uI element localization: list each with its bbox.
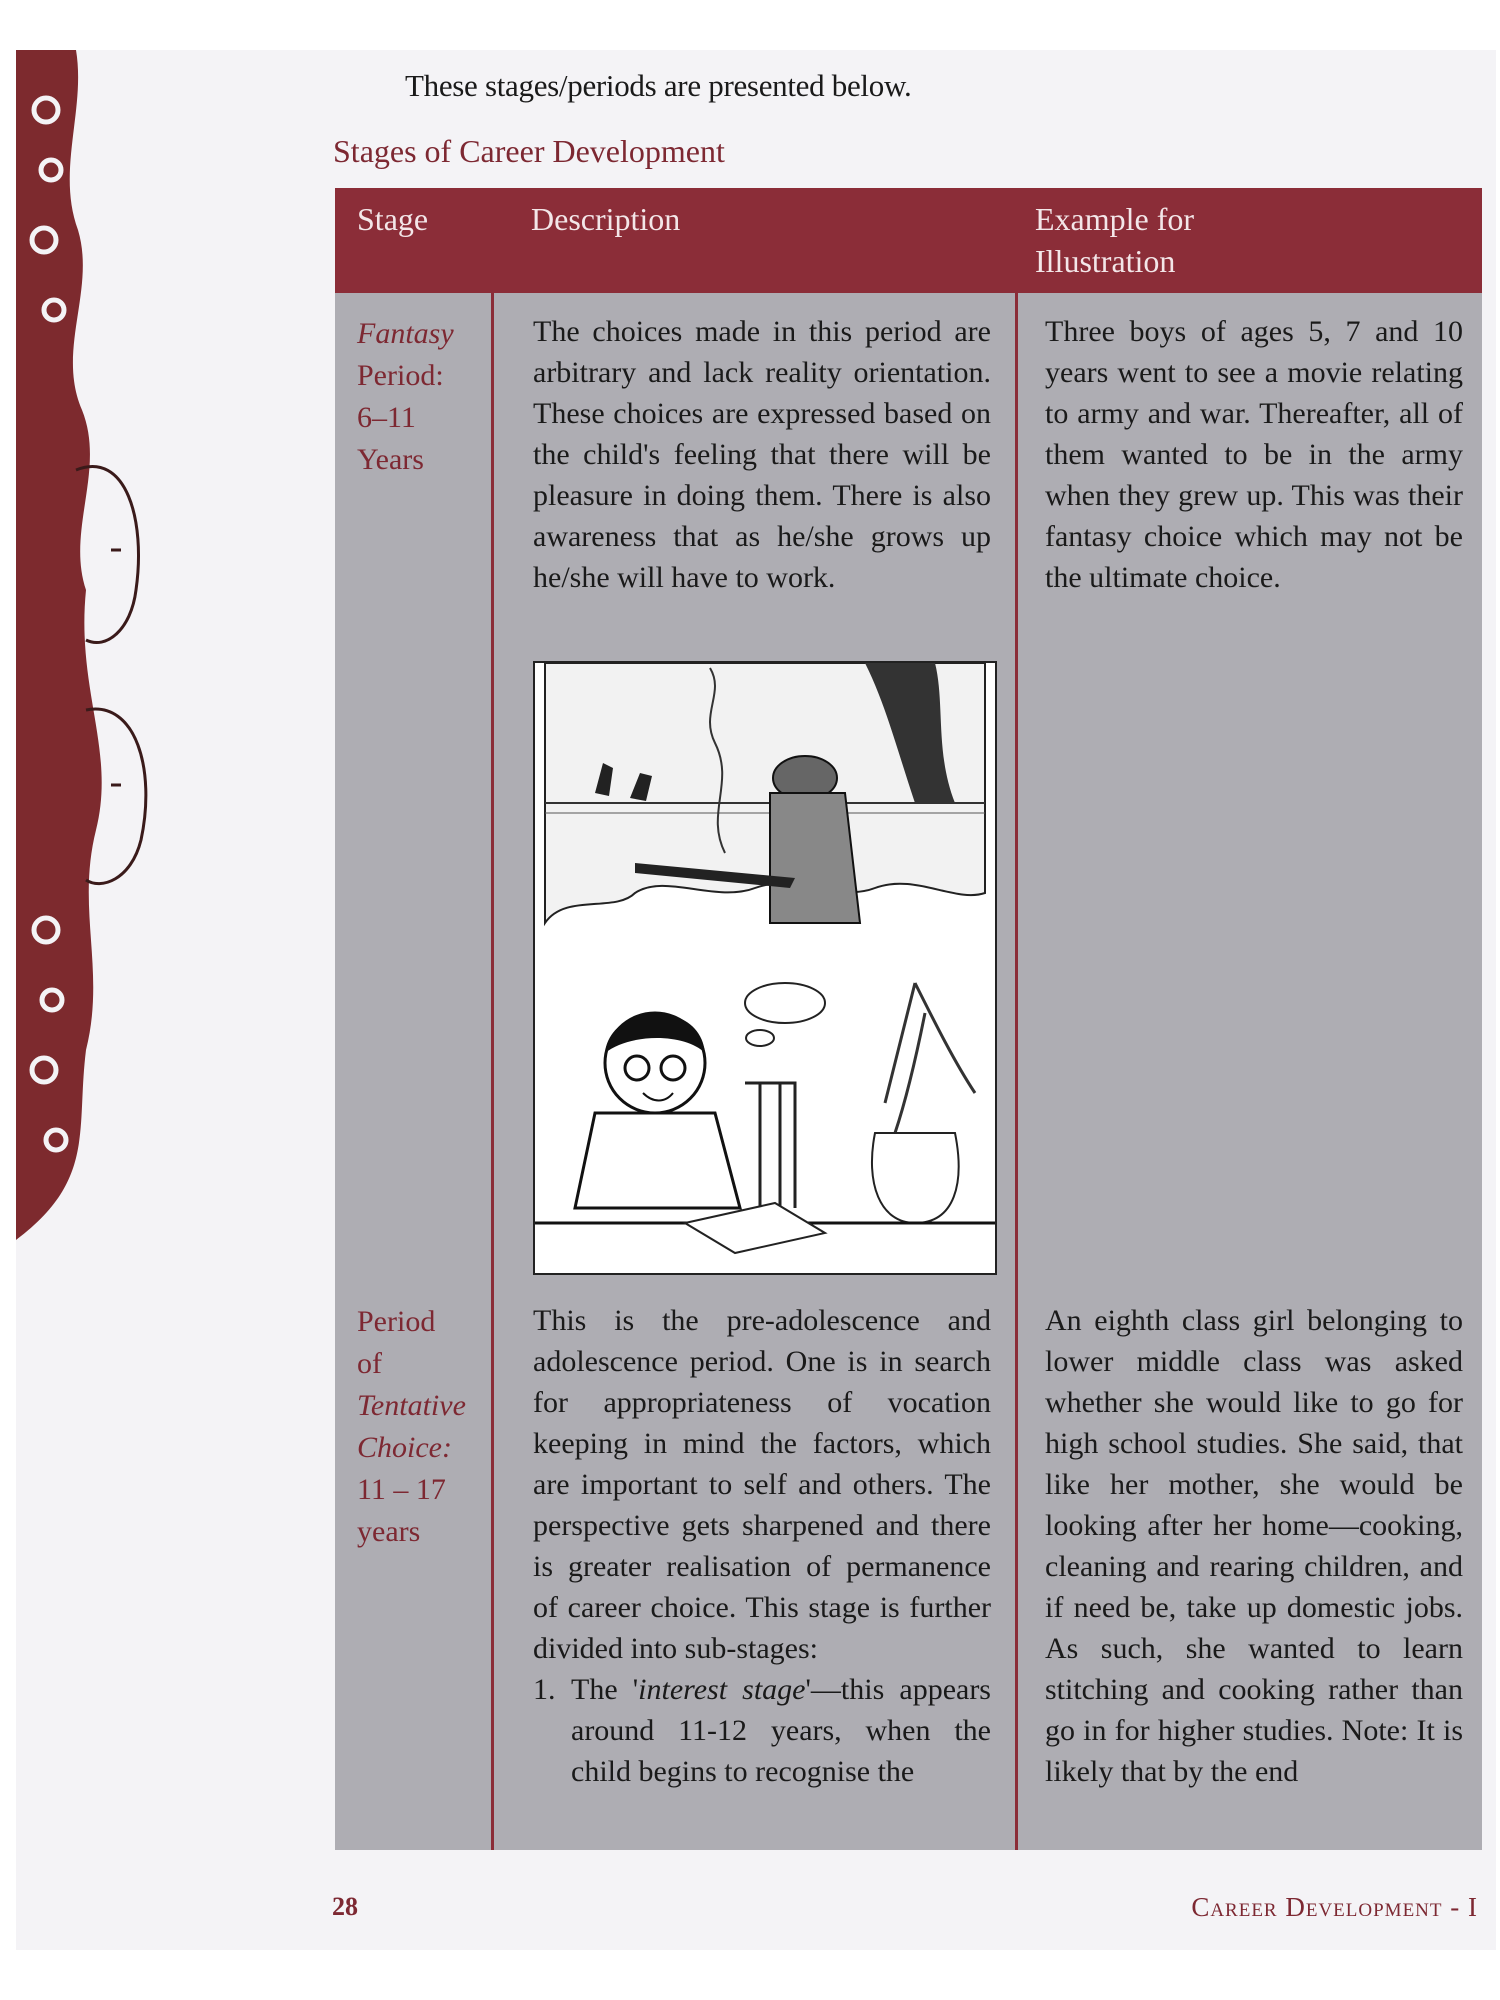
example-tentative	[1045, 1300, 1463, 1792]
intro-text: These stages/periods are presented below.	[405, 68, 912, 103]
example-text: An eighth class girl belonging to lower middle class was asked whether she would like to go for high school studies. She said, that like her mother, she would be looking after her home—cooking, cleaning and rearing children, and if need be, take up domestic jobs. As such, she wanted to learn stitching and cooking rather than go in for higher studies. Note: It is likely that by the end	[1045, 1304, 1463, 1788]
table-title: Stages of Career Development	[333, 133, 725, 169]
stage-fantasy	[357, 313, 454, 481]
column-divider	[491, 293, 494, 1850]
career-stages-table	[335, 188, 1482, 1850]
list-item-prefix: The '	[571, 1673, 639, 1706]
list-item	[533, 1669, 991, 1792]
list-item-text: '—this appears around 11-12 years, when the child begins to recognise the	[571, 1673, 991, 1788]
example-text: Three boys of ages 5, 7 and 10 years went to see a movie relating to army and war. Thereafter, all of them wanted to be in the army when they grew up. This was their fantasy choice which may not be the ultimate choice.	[1045, 315, 1463, 594]
stage-label: Choice:	[357, 1431, 452, 1464]
stage-label: 6–11	[357, 401, 416, 434]
stage-label: 11 – 17	[357, 1473, 446, 1506]
table-header	[335, 188, 1482, 293]
stage-tentative-choice	[357, 1301, 466, 1553]
column-divider	[1015, 293, 1018, 1850]
stage-label: of	[357, 1347, 382, 1380]
decorative-border-illustration	[16, 50, 156, 1240]
chapter-title: Career Development - I	[1191, 1892, 1478, 1922]
header-stage: Stage	[357, 201, 429, 237]
header-example-line2: Illustration	[1035, 243, 1176, 279]
header-example	[1035, 198, 1194, 282]
stage-label: Fantasy	[357, 317, 454, 350]
description-text: The choices made in this period are arbitrary and lack reality orientation. These choices are expressed based on the child's feeling that there will be pleasure in doing them. There is also awareness that as he/she grows up he/she will have to work.	[533, 315, 991, 594]
description-fantasy	[533, 311, 991, 598]
stage-label: Period	[357, 1305, 436, 1338]
header-description: Description	[531, 201, 681, 237]
stage-label: Tentative	[357, 1389, 466, 1422]
page-number: 28	[332, 1892, 358, 1921]
daydreaming-boy-soldier-illustration	[533, 661, 997, 1275]
header-example-line1: Example for	[1035, 201, 1195, 237]
list-item-emphasis: interest stage	[638, 1673, 806, 1706]
description-tentative	[533, 1300, 991, 1792]
example-fantasy	[1045, 311, 1463, 598]
list-item-number: 1.	[533, 1673, 556, 1706]
stage-label: Period:	[357, 359, 444, 392]
description-text: This is the pre-adolescence and adolescence period. One is in search for appropriateness of vocation keeping in mind the factors, which are important to self and others. The perspective gets sharpened and there is greater realisation of permanence of career choice. This stage is further divided into sub-stages:	[533, 1304, 991, 1665]
sub-stage-list	[533, 1669, 991, 1792]
stage-label: Years	[357, 443, 424, 476]
stage-label: years	[357, 1515, 421, 1548]
